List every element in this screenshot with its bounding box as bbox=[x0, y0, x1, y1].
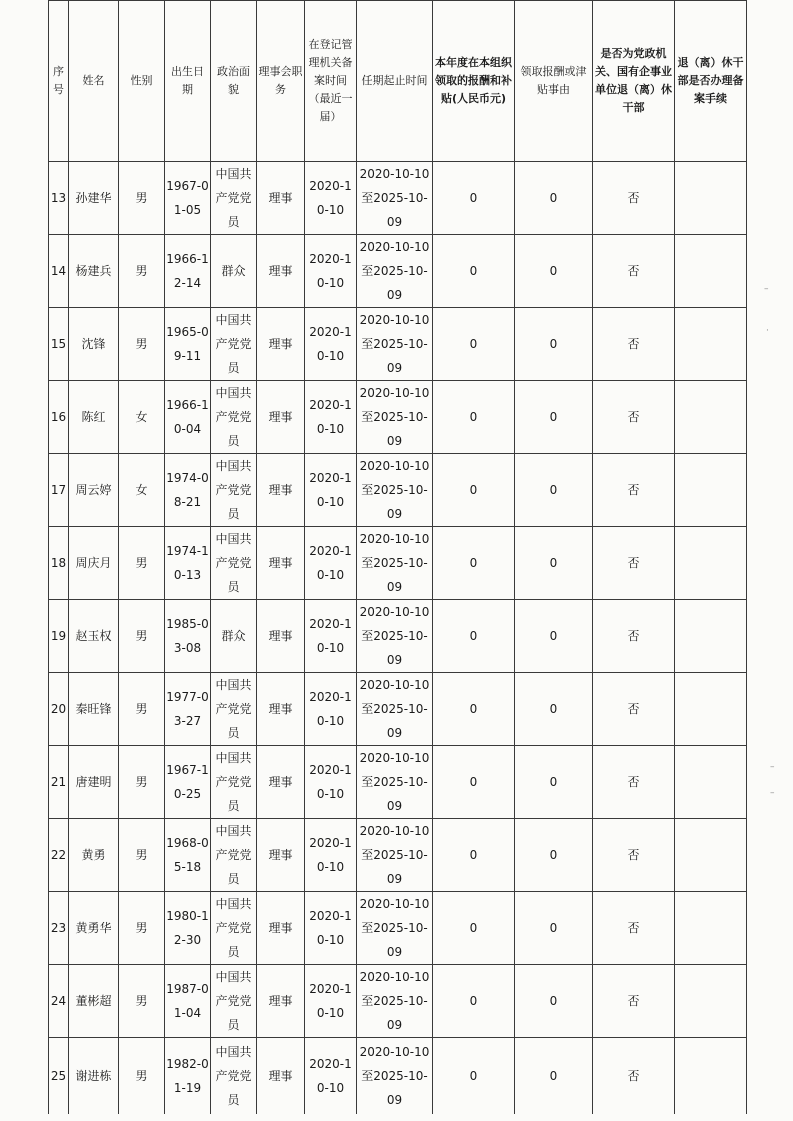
cell-number: 16 bbox=[49, 381, 69, 454]
cell-pay: 0 bbox=[433, 819, 515, 892]
cell-retired-cadre: 否 bbox=[593, 892, 675, 965]
cell-record-filed bbox=[675, 673, 747, 746]
cell-name: 赵玉权 bbox=[69, 600, 119, 673]
cell-pay-reason: 0 bbox=[515, 892, 593, 965]
cell-retired-cadre: 否 bbox=[593, 1038, 675, 1115]
header-cell: 性别 bbox=[119, 1, 165, 162]
table-row bbox=[49, 454, 747, 527]
cell-filing-date: 2020-10-10 bbox=[305, 454, 357, 527]
cell-birth-date: 1982-01-19 bbox=[165, 1038, 211, 1115]
cell-board-role: 理事 bbox=[257, 819, 305, 892]
cell-pay: 0 bbox=[433, 235, 515, 308]
cell-pay-reason: 0 bbox=[515, 235, 593, 308]
table-row bbox=[49, 527, 747, 600]
table-row bbox=[49, 673, 747, 746]
cell-number: 14 bbox=[49, 235, 69, 308]
cell-birth-date: 1968-05-18 bbox=[165, 819, 211, 892]
cell-name: 周云婷 bbox=[69, 454, 119, 527]
cell-board-role: 理事 bbox=[257, 746, 305, 819]
header-cell: 在登记管理机关备案时间（最近一届） bbox=[305, 1, 357, 162]
scan-mark: – bbox=[770, 788, 775, 798]
cell-retired-cadre: 否 bbox=[593, 235, 675, 308]
cell-gender: 男 bbox=[119, 1038, 165, 1115]
cell-gender: 男 bbox=[119, 308, 165, 381]
cell-gender: 女 bbox=[119, 381, 165, 454]
cell-gender: 男 bbox=[119, 600, 165, 673]
cell-gender: 男 bbox=[119, 527, 165, 600]
cell-name: 杨建兵 bbox=[69, 235, 119, 308]
cell-pay: 0 bbox=[433, 600, 515, 673]
cell-political-status: 中国共产党党员 bbox=[211, 892, 257, 965]
header-cell: 出生日期 bbox=[165, 1, 211, 162]
table-row bbox=[49, 381, 747, 454]
header-row bbox=[49, 1, 747, 162]
cell-gender: 男 bbox=[119, 673, 165, 746]
cell-term: 2020-10-10至2025-10-09 bbox=[357, 673, 433, 746]
cell-board-role: 理事 bbox=[257, 965, 305, 1038]
cell-filing-date: 2020-10-10 bbox=[305, 527, 357, 600]
cell-pay: 0 bbox=[433, 454, 515, 527]
cell-filing-date: 2020-10-10 bbox=[305, 673, 357, 746]
cell-pay: 0 bbox=[433, 308, 515, 381]
cell-pay-reason: 0 bbox=[515, 965, 593, 1038]
cell-record-filed bbox=[675, 600, 747, 673]
cell-pay-reason: 0 bbox=[515, 819, 593, 892]
cell-pay-reason: 0 bbox=[515, 673, 593, 746]
cell-filing-date: 2020-10-10 bbox=[305, 1038, 357, 1115]
cell-record-filed bbox=[675, 454, 747, 527]
header-cell: 理事会职务 bbox=[257, 1, 305, 162]
cell-term: 2020-10-10至2025-10-09 bbox=[357, 381, 433, 454]
cell-pay-reason: 0 bbox=[515, 308, 593, 381]
cell-gender: 男 bbox=[119, 746, 165, 819]
cell-pay-reason: 0 bbox=[515, 1038, 593, 1115]
table-row bbox=[49, 235, 747, 308]
cell-pay: 0 bbox=[433, 673, 515, 746]
cell-retired-cadre: 否 bbox=[593, 673, 675, 746]
cell-birth-date: 1977-03-27 bbox=[165, 673, 211, 746]
cell-record-filed bbox=[675, 892, 747, 965]
cell-birth-date: 1966-10-04 bbox=[165, 381, 211, 454]
cell-record-filed bbox=[675, 381, 747, 454]
cell-board-role: 理事 bbox=[257, 1038, 305, 1115]
header-cell: 是否为党政机关、国有企事业单位退（离）休干部 bbox=[593, 1, 675, 162]
cell-number: 20 bbox=[49, 673, 69, 746]
cell-political-status: 中国共产党党员 bbox=[211, 819, 257, 892]
cell-board-role: 理事 bbox=[257, 235, 305, 308]
cell-name: 黄勇华 bbox=[69, 892, 119, 965]
table-row bbox=[49, 162, 747, 235]
cell-retired-cadre: 否 bbox=[593, 527, 675, 600]
header-cell: 序号 bbox=[49, 1, 69, 162]
cell-filing-date: 2020-10-10 bbox=[305, 600, 357, 673]
cell-number: 25 bbox=[49, 1038, 69, 1115]
cell-name: 沈锋 bbox=[69, 308, 119, 381]
cell-political-status: 中国共产党党员 bbox=[211, 1038, 257, 1115]
cell-board-role: 理事 bbox=[257, 381, 305, 454]
cell-term: 2020-10-10至2025-10-09 bbox=[357, 1038, 433, 1115]
cell-term: 2020-10-10至2025-10-09 bbox=[357, 527, 433, 600]
cell-name: 周庆月 bbox=[69, 527, 119, 600]
header-cell: 领取报酬或津贴事由 bbox=[515, 1, 593, 162]
cell-board-role: 理事 bbox=[257, 527, 305, 600]
cell-political-status: 中国共产党党员 bbox=[211, 162, 257, 235]
cell-retired-cadre: 否 bbox=[593, 965, 675, 1038]
cell-gender: 男 bbox=[119, 162, 165, 235]
cell-board-role: 理事 bbox=[257, 673, 305, 746]
cell-record-filed bbox=[675, 819, 747, 892]
cell-filing-date: 2020-10-10 bbox=[305, 746, 357, 819]
cell-board-role: 理事 bbox=[257, 162, 305, 235]
cell-number: 24 bbox=[49, 965, 69, 1038]
cell-term: 2020-10-10至2025-10-09 bbox=[357, 235, 433, 308]
cell-pay-reason: 0 bbox=[515, 162, 593, 235]
cell-board-role: 理事 bbox=[257, 892, 305, 965]
cell-pay: 0 bbox=[433, 965, 515, 1038]
cell-pay-reason: 0 bbox=[515, 600, 593, 673]
cell-gender: 男 bbox=[119, 965, 165, 1038]
cell-record-filed bbox=[675, 308, 747, 381]
cell-pay-reason: 0 bbox=[515, 454, 593, 527]
cell-number: 17 bbox=[49, 454, 69, 527]
cell-political-status: 中国共产党党员 bbox=[211, 965, 257, 1038]
cell-name: 孙建华 bbox=[69, 162, 119, 235]
cell-name: 董彬超 bbox=[69, 965, 119, 1038]
header-cell: 退（离）休干部是否办理备案手续 bbox=[675, 1, 747, 162]
cell-pay: 0 bbox=[433, 1038, 515, 1115]
cell-political-status: 中国共产党党员 bbox=[211, 746, 257, 819]
cell-record-filed bbox=[675, 746, 747, 819]
cell-pay: 0 bbox=[433, 527, 515, 600]
cell-political-status: 中国共产党党员 bbox=[211, 308, 257, 381]
header-cell: 本年度在本组织领取的报酬和补贴(人民币元) bbox=[433, 1, 515, 162]
cell-pay-reason: 0 bbox=[515, 381, 593, 454]
cell-filing-date: 2020-10-10 bbox=[305, 162, 357, 235]
cell-retired-cadre: 否 bbox=[593, 381, 675, 454]
table-row bbox=[49, 1038, 747, 1115]
cell-birth-date: 1985-03-08 bbox=[165, 600, 211, 673]
header-cell: 任期起止时间 bbox=[357, 1, 433, 162]
cell-retired-cadre: 否 bbox=[593, 162, 675, 235]
cell-term: 2020-10-10至2025-10-09 bbox=[357, 454, 433, 527]
scan-mark: – bbox=[764, 284, 769, 294]
cell-name: 唐建明 bbox=[69, 746, 119, 819]
cell-gender: 男 bbox=[119, 892, 165, 965]
cell-political-status: 中国共产党党员 bbox=[211, 673, 257, 746]
cell-record-filed bbox=[675, 235, 747, 308]
cell-gender: 男 bbox=[119, 235, 165, 308]
cell-term: 2020-10-10至2025-10-09 bbox=[357, 965, 433, 1038]
cell-board-role: 理事 bbox=[257, 454, 305, 527]
cell-pay-reason: 0 bbox=[515, 746, 593, 819]
cell-number: 22 bbox=[49, 819, 69, 892]
cell-pay-reason: 0 bbox=[515, 527, 593, 600]
cell-number: 21 bbox=[49, 746, 69, 819]
cell-filing-date: 2020-10-10 bbox=[305, 308, 357, 381]
cell-filing-date: 2020-10-10 bbox=[305, 381, 357, 454]
header-cell: 政治面貌 bbox=[211, 1, 257, 162]
cell-retired-cadre: 否 bbox=[593, 819, 675, 892]
cell-board-role: 理事 bbox=[257, 308, 305, 381]
cell-number: 18 bbox=[49, 527, 69, 600]
cell-name: 黄勇 bbox=[69, 819, 119, 892]
cell-retired-cadre: 否 bbox=[593, 746, 675, 819]
cell-term: 2020-10-10至2025-10-09 bbox=[357, 746, 433, 819]
cell-birth-date: 1966-12-14 bbox=[165, 235, 211, 308]
cell-number: 15 bbox=[49, 308, 69, 381]
table-row bbox=[49, 600, 747, 673]
cell-record-filed bbox=[675, 162, 747, 235]
cell-birth-date: 1974-08-21 bbox=[165, 454, 211, 527]
cell-term: 2020-10-10至2025-10-09 bbox=[357, 308, 433, 381]
cell-birth-date: 1967-01-05 bbox=[165, 162, 211, 235]
table-row bbox=[49, 819, 747, 892]
cell-board-role: 理事 bbox=[257, 600, 305, 673]
cell-political-status: 中国共产党党员 bbox=[211, 527, 257, 600]
cell-term: 2020-10-10至2025-10-09 bbox=[357, 892, 433, 965]
cell-retired-cadre: 否 bbox=[593, 600, 675, 673]
cell-name: 陈红 bbox=[69, 381, 119, 454]
cell-filing-date: 2020-10-10 bbox=[305, 892, 357, 965]
cell-pay: 0 bbox=[433, 381, 515, 454]
cell-number: 19 bbox=[49, 600, 69, 673]
cell-number: 23 bbox=[49, 892, 69, 965]
cell-name: 秦旺锋 bbox=[69, 673, 119, 746]
table-row bbox=[49, 308, 747, 381]
cell-political-status: 中国共产党党员 bbox=[211, 381, 257, 454]
board-members-table bbox=[48, 0, 747, 1114]
cell-term: 2020-10-10至2025-10-09 bbox=[357, 162, 433, 235]
cell-number: 13 bbox=[49, 162, 69, 235]
cell-record-filed bbox=[675, 965, 747, 1038]
cell-political-status: 中国共产党党员 bbox=[211, 454, 257, 527]
cell-pay: 0 bbox=[433, 162, 515, 235]
cell-pay: 0 bbox=[433, 746, 515, 819]
cell-birth-date: 1965-09-11 bbox=[165, 308, 211, 381]
table-row bbox=[49, 965, 747, 1038]
cell-gender: 男 bbox=[119, 819, 165, 892]
scan-mark: · bbox=[766, 326, 769, 336]
header-cell: 姓名 bbox=[69, 1, 119, 162]
cell-retired-cadre: 否 bbox=[593, 308, 675, 381]
table-row bbox=[49, 746, 747, 819]
cell-record-filed bbox=[675, 527, 747, 600]
cell-pay: 0 bbox=[433, 892, 515, 965]
cell-birth-date: 1980-12-30 bbox=[165, 892, 211, 965]
cell-birth-date: 1974-10-13 bbox=[165, 527, 211, 600]
cell-retired-cadre: 否 bbox=[593, 454, 675, 527]
cell-term: 2020-10-10至2025-10-09 bbox=[357, 600, 433, 673]
cell-political-status: 群众 bbox=[211, 235, 257, 308]
cell-name: 谢进栋 bbox=[69, 1038, 119, 1115]
cell-filing-date: 2020-10-10 bbox=[305, 819, 357, 892]
cell-political-status: 群众 bbox=[211, 600, 257, 673]
cell-term: 2020-10-10至2025-10-09 bbox=[357, 819, 433, 892]
cell-birth-date: 1967-10-25 bbox=[165, 746, 211, 819]
cell-birth-date: 1987-01-04 bbox=[165, 965, 211, 1038]
cell-record-filed bbox=[675, 1038, 747, 1115]
cell-filing-date: 2020-10-10 bbox=[305, 235, 357, 308]
cell-filing-date: 2020-10-10 bbox=[305, 965, 357, 1038]
scan-mark: – bbox=[770, 762, 775, 772]
table-row bbox=[49, 892, 747, 965]
cell-gender: 女 bbox=[119, 454, 165, 527]
